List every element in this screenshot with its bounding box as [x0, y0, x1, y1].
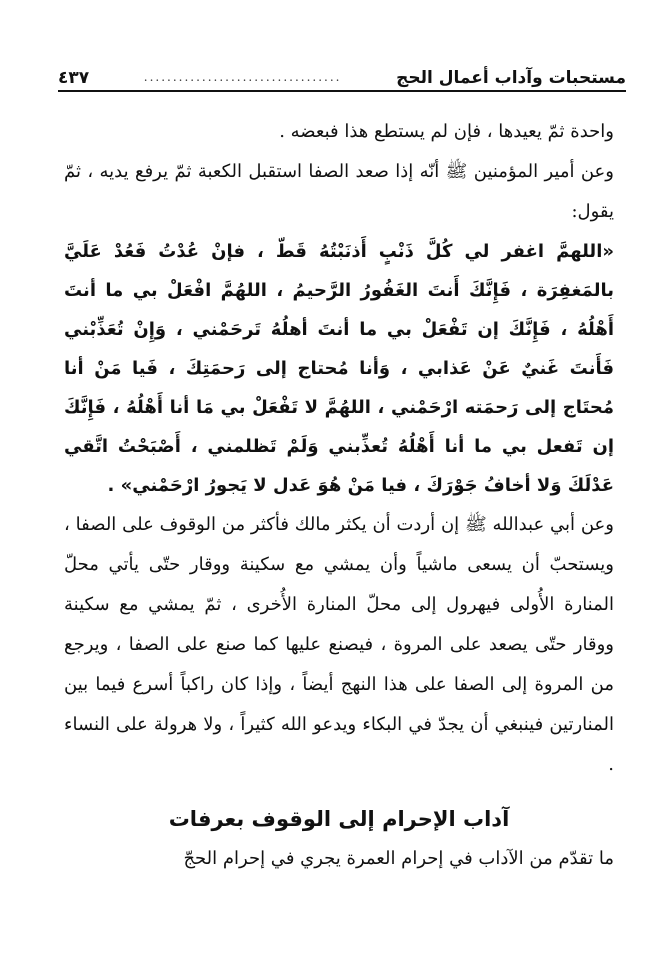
header-leader-dots: .................................. — [143, 70, 342, 84]
section-heading: آداب الإحرام إلى الوقوف بعرفات — [168, 807, 510, 831]
page-body — [64, 112, 614, 879]
paragraph-amir-almuminin: وعن أمير المؤمنين ﷺ أنّه إذا صعد الصفا استقبل الكعبة ثمّ يرفع يديه ، ثمّ يقول: — [64, 161, 614, 222]
paragraph-continuation: واحدة ثمّ يعيدها ، فإن لم يستطع هذا فبعضه . — [279, 121, 614, 142]
supplication-text: «اللهمَّ اغفر لي كُلَّ ذَنْبٍ أَذنَبْتُهُ قَطّ ، فإنْ عُدْتُ فَعُدْ عَلَيَّ بالمَغفِرَة ، فَإِنَّكَ أَنتَ الغَفُورُ الرَّحيمُ ، اللهُمَّ افْعَلْ بي ما أنتَ أَهْلُهُ ، فَإِنَّكَ إن تَفْعَلْ بي ما أنتَ أهلُهُ تَرحَمْني ، وَإِنْ تُعَذِّبْني فَأَنتَ غَنيٌ عَنْ عَذابي ، وَأنا مُحتاج إلى رَحمَتِكَ ، فَيا مَنْ أنا مُحتَاج إلى رَحمَته ارْحَمْني ، اللهُمَّ لا تَفْعَلْ بي مَا أنا أَهْلُهُ ، فَإِنَّكَ إن تَفعل بي ما أنا أَهْلُهُ تُعذِّبني وَلَمْ تَظلمني ، أَصْبَحْتُ اتَّقي عَدْلَكَ وَلا أخافُ جَوْرَكَ ، فيا مَنْ هُوَ عَدل لا يَجورُ ارْحَمْني» . — [64, 241, 614, 496]
paragraph-abi-abdillah: وعن أبي عبدالله ﷺ إن أردت أن يكثر مالك فأكثر من الوقوف على الصفا ، ويستحبّ أن يسعى ماشياً وأن يمشي مع سكينة ووقار حتّى يأتي محلّ المنارة الأُولى فيهرول إلى محلّ المنارة الأُخرى ، ثمّ يمشي مع سكينة ووقار حتّى يصعد على المروة ، فيصنع عليها كما صنع على الصفا ، ويرجع من المروة إلى الصفا على هذا النهج أيضاً ، وإذا كان راكباً أسرع فيما بين المنارتين فينبغي أن يجدّ في البكاء ويدعو الله كثيراً ، ولا هرولة على النساء . — [64, 514, 614, 775]
chapter-title: مستحبات وآداب أعمال الحج — [396, 68, 626, 88]
running-header — [58, 58, 626, 92]
paragraph-section-start: ما تقدّم من الآداب في إحرام العمرة يجري في إحرام الحجّ — [183, 848, 614, 869]
page-number: ٤٣٧ — [58, 68, 90, 88]
